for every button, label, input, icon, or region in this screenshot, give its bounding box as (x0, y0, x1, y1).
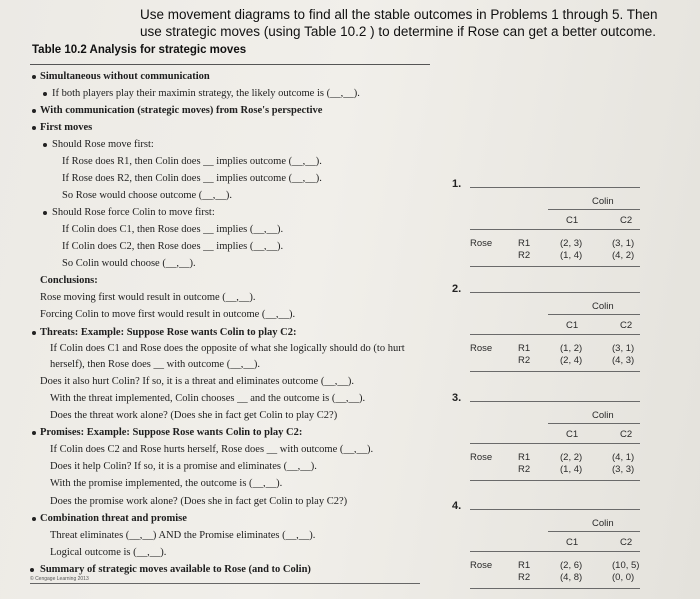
matrix-cell: (3, 1) (612, 343, 635, 354)
col-header-c1: C1 (566, 320, 579, 331)
bottom-matrix-rule (470, 266, 640, 267)
matrix-cell: (2, 6) (560, 560, 583, 571)
bottom-matrix-rule (470, 371, 640, 372)
matrix-cell: (3, 3) (612, 464, 635, 475)
bullet-icon (43, 92, 47, 96)
bullet-icon (32, 126, 36, 130)
bullet-icon (32, 431, 36, 435)
table-line: Does it also hurt Colin? If so, it is a threat and eliminates outcome (__,__). (40, 376, 355, 387)
bottom-matrix-rule (470, 480, 640, 481)
rose-label: Rose (470, 238, 493, 249)
matrix-cell: (1, 4) (560, 250, 583, 261)
table-line: Forcing Colin to move first would result in outcome (__,__). (40, 309, 296, 320)
row-label: R2 (518, 355, 531, 366)
bullet-icon (43, 211, 47, 215)
row-label: R1 (518, 560, 531, 571)
bullet-icon (32, 109, 36, 113)
table-line: Logical outcome is (__,__). (50, 547, 167, 558)
row-label: R1 (518, 452, 531, 463)
table-line: Should Rose force Colin to move first: (52, 207, 215, 218)
table-line: Promises: Example: Suppose Rose wants Colin to play C2: (40, 427, 303, 438)
rose-label: Rose (470, 560, 493, 571)
colin-label: Colin (592, 410, 614, 421)
col-header-c2: C2 (620, 320, 633, 331)
col-header-c1: C1 (566, 215, 579, 226)
table-line: Threats: Example: Suppose Rose wants Colin to play C2: (40, 327, 297, 338)
bottom-matrix-rule (470, 588, 640, 589)
problem-number: 2. (452, 283, 462, 295)
colin-label: Colin (592, 301, 614, 312)
col-header-c2: C2 (620, 429, 633, 440)
table-line: If Colin does C1, then Rose does __ implies (__,__). (62, 224, 284, 235)
col-header-c2: C2 (620, 215, 633, 226)
row-label: R2 (518, 572, 531, 583)
bullet-icon (30, 568, 34, 572)
table-line: Should Rose move first: (52, 139, 154, 150)
matrix-cell: (0, 0) (612, 572, 635, 583)
table-line: If Rose does R1, then Colin does __ implies outcome (__,__). (62, 156, 322, 167)
matrix-cell: (4, 2) (612, 250, 635, 261)
table-line: Summary of strategic moves available to Rose (and to Colin) (40, 564, 311, 575)
row-label: R1 (518, 343, 531, 354)
problem-rule (470, 292, 640, 293)
colin-label: Colin (592, 196, 614, 207)
title-rule (30, 64, 430, 65)
table-line: Combination threat and promise (40, 513, 187, 524)
problem-rule (470, 401, 640, 402)
table-line: If Colin does C1 and Rose does the opposite of what she logically should do (to hurt (50, 343, 405, 354)
rose-label: Rose (470, 452, 493, 463)
matrix-cell: (4, 1) (612, 452, 635, 463)
col-header-c2: C2 (620, 537, 633, 548)
colin-rule (548, 531, 640, 532)
problem-rule (470, 187, 640, 188)
rose-label: Rose (470, 343, 493, 354)
matrix-cell: (4, 3) (612, 355, 635, 366)
row-label: R2 (518, 464, 531, 475)
col-header-c1: C1 (566, 537, 579, 548)
instructions-text: Use movement diagrams to find all the stable outcomes in Problems 1 through 5. Then use strategic moves (using Table 10.2 ) to determine if Rose can get a better outcome. (140, 7, 658, 39)
bullet-icon (32, 331, 36, 335)
colin-label: Colin (592, 518, 614, 529)
bullet-icon (32, 75, 36, 79)
bottom-rule (30, 583, 420, 584)
table-line: Rose moving first would result in outcome (__,__). (40, 292, 256, 303)
table-line: If both players play their maximin strategy, the likely outcome is (__,__). (52, 88, 360, 99)
header-rule (470, 229, 640, 230)
colin-rule (548, 423, 640, 424)
table-line: Threat eliminates (__,__) AND the Promise eliminates (__,__). (50, 530, 316, 541)
matrix-cell: (2, 2) (560, 452, 583, 463)
problem-number: 4. (452, 500, 462, 512)
table-line: With the threat implemented, Colin chooses __ and the outcome is (__,__). (50, 393, 366, 404)
matrix-cell: (10, 5) (612, 560, 640, 571)
problem-number: 3. (452, 392, 462, 404)
header-rule (470, 551, 640, 552)
table-line: herself), then Rose does __ with outcome (__,__). (50, 359, 260, 370)
table-line: Does it help Colin? If so, it is a promise and eliminates (__,__). (50, 461, 317, 472)
table-line: Conclusions: (40, 275, 98, 286)
problem-number: 1. (452, 178, 462, 190)
matrix-cell: (2, 4) (560, 355, 583, 366)
table-line: So Colin would choose (__,__). (62, 258, 196, 269)
header-rule (470, 334, 640, 335)
table-line: So Rose would choose outcome (__,__). (62, 190, 233, 201)
table-line: With the promise implemented, the outcome is (__,__). (50, 478, 283, 489)
bullet-icon (43, 143, 47, 147)
matrix-cell: (4, 8) (560, 572, 583, 583)
colin-rule (548, 209, 640, 210)
table-line: With communication (strategic moves) from Rose's perspective (40, 105, 323, 116)
header-rule (470, 443, 640, 444)
table-line: Does the promise work alone? (Does she in fact get Colin to play C2?) (50, 496, 348, 507)
table-line: First moves (40, 122, 93, 133)
row-label: R1 (518, 238, 531, 249)
table-line: If Colin does C2 and Rose hurts herself, Rose does __ with outcome (__,__). (50, 444, 374, 455)
problem-rule (470, 509, 640, 510)
col-header-c1: C1 (566, 429, 579, 440)
matrix-cell: (1, 4) (560, 464, 583, 475)
colin-rule (548, 314, 640, 315)
table-line: If Rose does R2, then Colin does __ implies outcome (__,__). (62, 173, 322, 184)
matrix-cell: (1, 2) (560, 343, 583, 354)
bullet-icon (32, 517, 36, 521)
table-title: Table 10.2 Analysis for strategic moves (32, 44, 247, 56)
table-line: Does the threat work alone? (Does she in fact get Colin to play C2?) (50, 410, 338, 421)
matrix-cell: (3, 1) (612, 238, 635, 249)
table-line: If Colin does C2, then Rose does __ implies (__,__). (62, 241, 284, 252)
copyright-text: © Cengage Learning 2013 (30, 576, 89, 582)
matrix-cell: (2, 3) (560, 238, 583, 249)
row-label: R2 (518, 250, 531, 261)
table-line: Simultaneous without communication (40, 71, 210, 82)
